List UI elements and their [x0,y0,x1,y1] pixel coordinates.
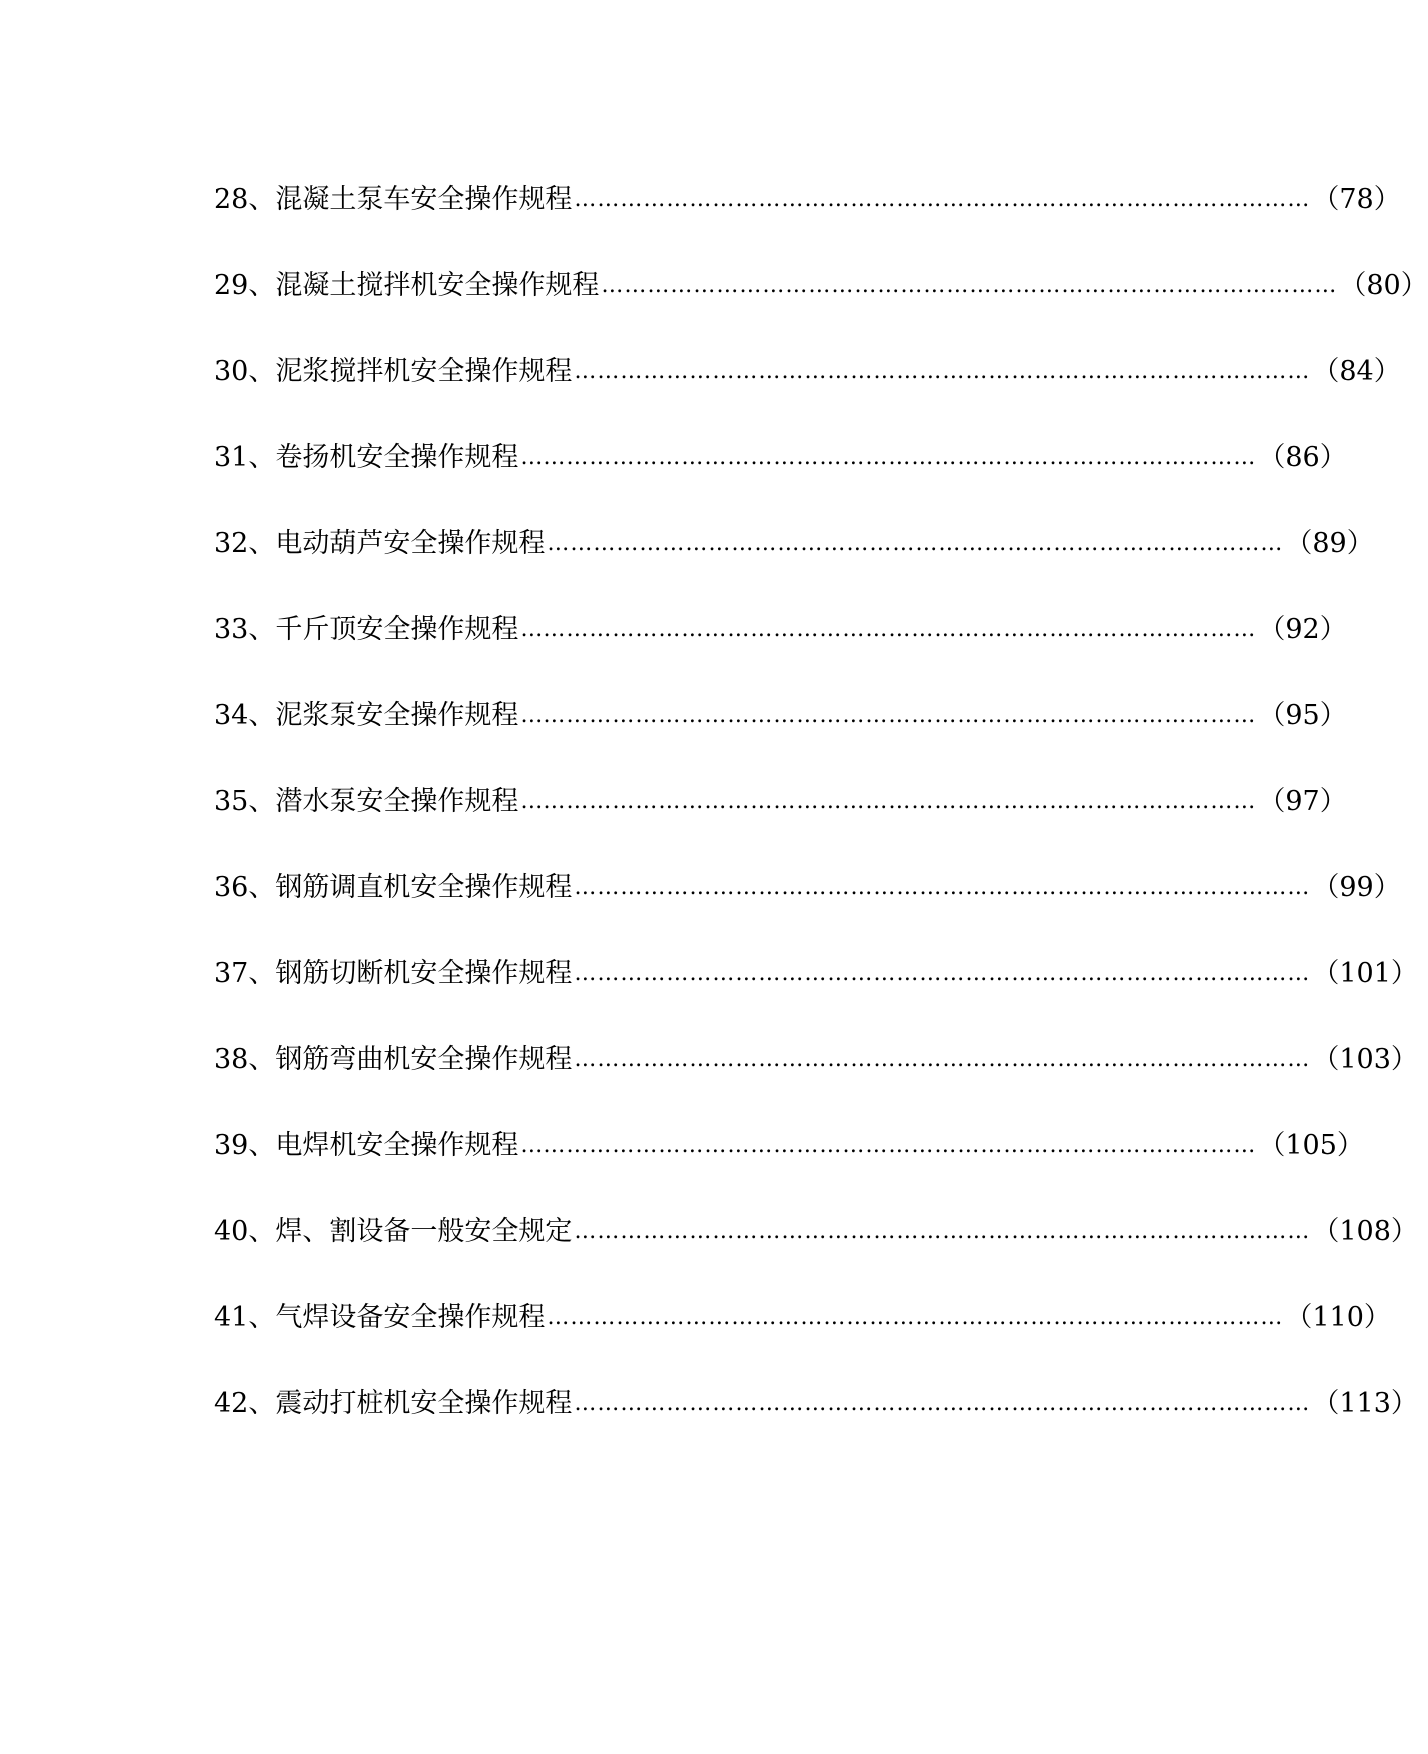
toc-entry-title: 28、混凝土泵车安全操作规程 [214,184,573,215]
toc-dot-leader: …………………………………………………………………………………… [574,1219,1311,1244]
toc-entry-page: （86） [1258,442,1347,473]
toc-entry-title: 33、千斤顶安全操作规程 [214,614,519,645]
toc-entry-page: （103） [1312,1044,1418,1075]
toc-entry-title: 36、钢筋调直机安全操作规程 [214,872,573,903]
toc-entry[interactable] [214,176,1401,224]
toc-dot-leader: …………………………………………………………………………………… [574,961,1311,986]
toc-dot-leader: …………………………………………………………………………………… [520,789,1257,814]
toc-entry[interactable] [214,1380,1418,1428]
toc-entry[interactable] [214,1208,1418,1256]
toc-entry-page: （84） [1312,356,1401,387]
toc-entry-title: 42、震动打桩机安全操作规程 [214,1388,573,1419]
toc-dot-leader: …………………………………………………………………………………… [601,273,1338,298]
toc-dot-leader: …………………………………………………………………………………… [574,359,1311,384]
toc-entry[interactable] [214,434,1347,482]
toc-entry-page: （99） [1312,872,1401,903]
toc-dot-leader: …………………………………………………………………………………… [574,875,1311,900]
toc-dot-leader: …………………………………………………………………………………… [574,187,1311,212]
toc-dot-leader: …………………………………………………………………………………… [520,445,1257,470]
toc-entry-title: 31、卷扬机安全操作规程 [214,442,519,473]
toc-entry-title: 29、混凝土搅拌机安全操作规程 [214,270,600,301]
toc-dot-leader: …………………………………………………………………………………… [574,1047,1311,1072]
toc-dot-leader: …………………………………………………………………………………… [547,1305,1284,1330]
toc-entry-page: （105） [1258,1130,1364,1161]
toc-entry[interactable] [214,778,1347,826]
toc-entry[interactable] [214,864,1401,912]
toc-entry-title: 38、钢筋弯曲机安全操作规程 [214,1044,573,1075]
toc-dot-leader: …………………………………………………………………………………… [520,1133,1257,1158]
toc-entry-title: 34、泥浆泵安全操作规程 [214,700,519,731]
toc-dot-leader: …………………………………………………………………………………… [547,531,1284,556]
toc-entry-page: （101） [1312,958,1418,989]
toc-entry[interactable] [214,606,1347,654]
toc-entry-page: （95） [1258,700,1347,731]
toc-entry-title: 40、焊、割设备一般安全规定 [214,1216,573,1247]
toc-entry-page: （89） [1285,528,1374,559]
toc-entry[interactable] [214,348,1401,396]
toc-entry-title: 35、潜水泵安全操作规程 [214,786,519,817]
toc-entry-page: （108） [1312,1216,1418,1247]
toc-dot-leader: …………………………………………………………………………………… [520,703,1257,728]
toc-dot-leader: …………………………………………………………………………………… [520,617,1257,642]
toc-entry[interactable] [214,520,1374,568]
toc-entry-title: 37、钢筋切断机安全操作规程 [214,958,573,989]
toc-entry[interactable] [214,1036,1418,1084]
toc-entry[interactable] [214,1122,1364,1170]
toc-entry-page: （80） [1339,270,1428,301]
toc-entry-page: （78） [1312,184,1401,215]
toc-entry[interactable] [214,262,1428,310]
toc-entry-title: 39、电焊机安全操作规程 [214,1130,519,1161]
toc-dot-leader: …………………………………………………………………………………… [574,1391,1311,1416]
toc-entry-title: 30、泥浆搅拌机安全操作规程 [214,356,573,387]
toc-entry-page: （97） [1258,786,1347,817]
toc-entry-page: （92） [1258,614,1347,645]
toc-entry[interactable] [214,692,1347,740]
toc-entry-page: （110） [1285,1302,1391,1333]
toc-entry-page: （113） [1312,1388,1418,1419]
toc-entry-title: 32、电动葫芦安全操作规程 [214,528,546,559]
toc-entry-title: 41、气焊设备安全操作规程 [214,1302,546,1333]
toc-entry[interactable] [214,1294,1391,1342]
toc-entry[interactable] [214,950,1418,998]
